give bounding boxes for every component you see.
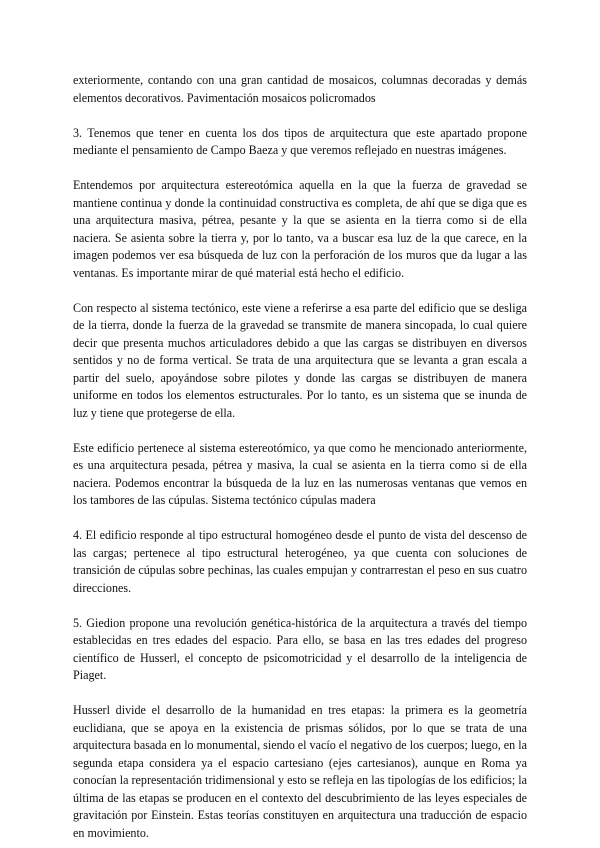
paragraph-building-system: Este edificio pertenece al sistema estereotómico, ya que como he mencionado anteriormente, es una arquitectura pesada, pétrea y masiva, la cual se asienta en la tierra como si de ella naciera. Podemos encontrar la búsqueda de la luz en las numerosas ventanas que vemos en los tambores de las cúpulas. Sistema tectónico cúpulas madera [73, 440, 527, 507]
paragraph-point-5: 5. Giedion propone una revolución genética-histórica de la arquitectura a través del tiempo establecidas en tres edades del espacio. Para ello, se basa en las tres edades del progreso científico de Husserl, el concepto de psicomotricidad y el desarrollo de la inteligencia de Piaget. [73, 615, 527, 682]
paragraph-husserl: Husserl divide el desarrollo de la humanidad en tres etapas: la primera es la geometría euclidiana, que se apoya en la existencia de prismas sólidos, por lo que se trata de una arquitectura basada en lo monumental, siendo el vacío el negativo de los cuerpos; luego, en la segunda etapa considera ya el espacio cartesiano (ejes cartesianos), aunque en Roma ya conocían la representación tridimensional y esto se refleja en las tipologías de los edificios; la última de las etapas se producen en el contexto del descubrimiento de las leyes especiales de gravitación por Einstein. Estas teorías constituyen en arquitectura una traducción de espacio en movimiento. [73, 703, 527, 840]
paragraph-point-3: 3. Tenemos que tener en cuenta los dos tipos de arquitectura que este apartado propone mediante el pensamiento de Campo Baeza y que veremos reflejado en nuestras imágenes. [73, 125, 527, 157]
paragraph-continuation: exteriormente, contando con una gran cantidad de mosaicos, columnas decoradas y demás elementos decorativos. Pavimentación mosaicos policromados [73, 73, 527, 105]
paragraph-point-4: 4. El edificio responde al tipo estructural homogéneo desde el punto de vista del descenso de las cargas; pertenece al tipo estructural heterogéneo, ya que cuenta con soluciones de transición de cúpulas sobre pechinas, las cuales empujan y contrarrestan el peso en sus cuatro direcciones. [73, 528, 527, 595]
paragraph-stereotomic: Entendemos por arquitectura estereotómica aquella en la que la fuerza de gravedad se mantiene continua y donde la continuidad constructiva es completa, de ahí que se diga que es una arquitectura masiva, pétrea, pesante y la que se asienta en la tierra como si de ella naciera. Se asienta sobre la tierra y, por lo tanto, va a buscar esa luz de la que carece, en la imagen podemos ver esa búsqueda de luz con la perforación de los muros que da lugar a las ventanas. Es importante mirar de qué material está hecho el edificio. [73, 178, 527, 280]
document-body [73, 72, 527, 842]
paragraph-tectonic: Con respecto al sistema tectónico, este viene a referirse a esa parte del edificio que se desliga de la tierra, donde la fuerza de la gravedad se transmite de manera sincopada, lo cual quiere decir que presenta muchos articuladores debido a que las cargas se distribuyen en diversos sentidos y no de forma vertical. Se trata de una arquitectura que se levanta a gran escala a partir del suelo, apoyándose sobre pilotes y donde las cargas se distribuyen de manera uniforme en todos los elementos estructurales. Por lo tanto, es un sistema que se inunda de luz y tiene que protegerse de ella. [73, 300, 527, 420]
